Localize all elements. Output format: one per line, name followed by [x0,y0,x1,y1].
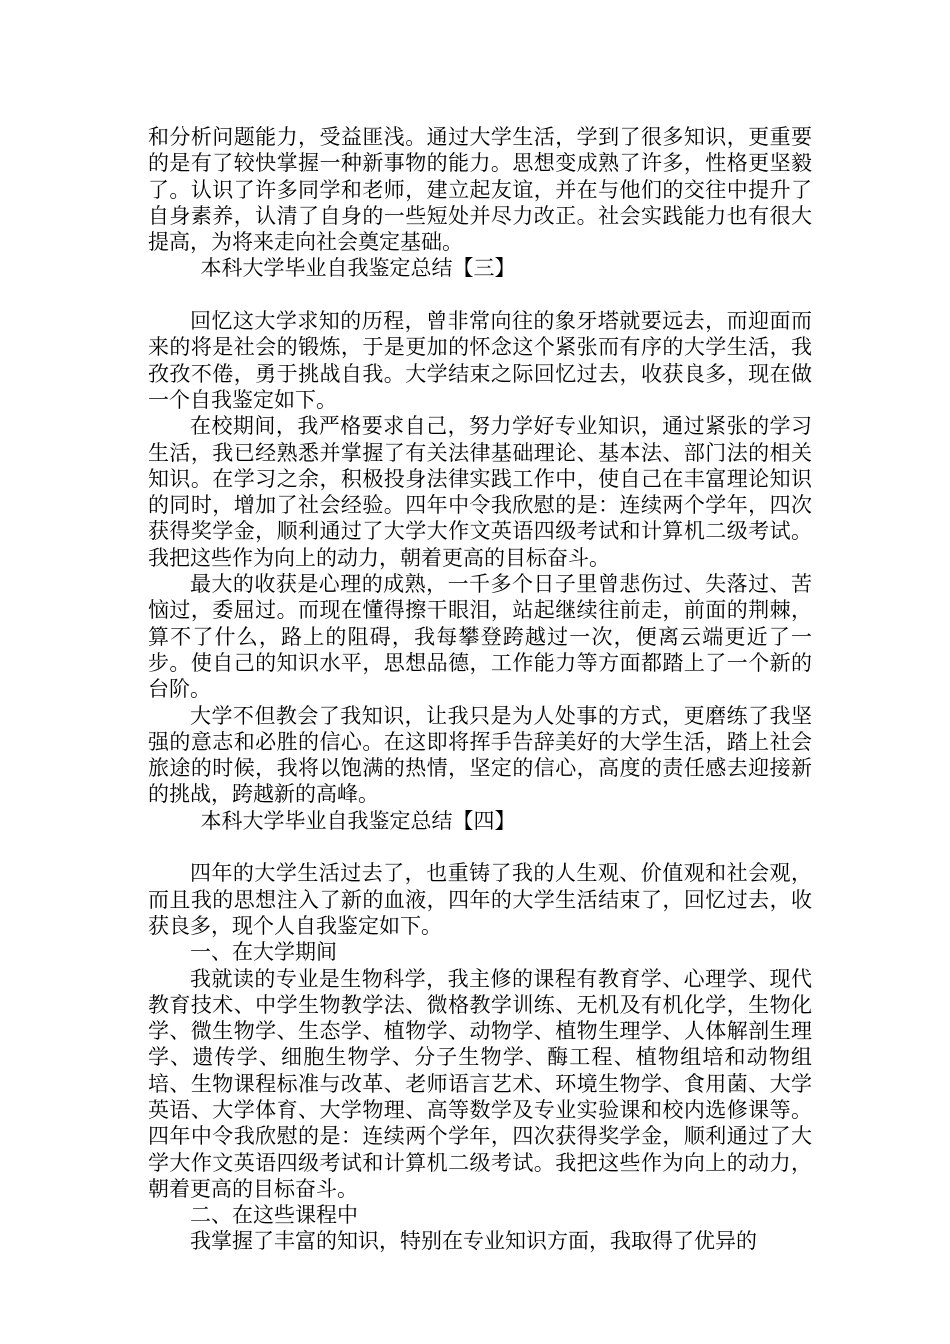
section-3-paragraph-4: 大学不但教会了我知识，让我只是为人处事的方式，更磨练了我坚强的意志和必胜的信心。在这即将挥手告辞美好的大学生活，踏上社会旅途的时候，我将以饱满的热情，坚定的信心，高度的责任感去迎接新的挑战，跨越新的高峰。 [148,703,812,807]
subsection-1-title: 一、在大学期间 [190,940,337,965]
section-4-heading: 本科大学毕业自我鉴定总结【四】 [200,808,516,833]
section-3-paragraph-2: 在校期间，我严格要求自己，努力学好专业知识，通过紧张的学习生活，我已经熟悉并掌握了有关法律基础理论、基本法、部门法的相关知识。在学习之余，积极投身法律实践工作中，使自己在丰富理论知识的同时，增加了社会经验。四年中令我欣慰的是：连续两个学年，四次获得奖学金，顺利通过了大学大作文英语四级考试和计算机二级考试。我把这些作为向上的动力，朝着更高的目标奋斗。 [148,414,812,570]
subsection-1-paragraph: 我就读的专业是生物科学，我主修的课程有教育学、心理学、现代教育技术、中学生物教学法、微格教学训练、无机及有机化学，生物化学、微生物学、生态学、植物学、动物学、植物生理学、人体解剖生理学、遗传学、细胞生物学、分子生物学、酶工程、植物组培和动物组培、生物课程标准与改革、老师语言艺术、环境生物学、食用菌、大学英语、大学体育、大学物理、高等数学及专业实验课和校内选修课等。四年中令我欣慰的是：连续两个学年，四次获得奖学金，顺利通过了大学大作文英语四级考试和计算机二级考试。我把这些作为向上的动力，朝着更高的目标奋斗。 [148,966,812,1201]
section-3-paragraph-1: 回忆这大学求知的历程，曾非常向往的象牙塔就要远去，而迎面而来的将是社会的锻炼，于是更加的怀念这个紧张而有序的大学生活，我孜孜不倦，勇于挑战自我。大学结束之际回忆过去，收获良多，现在做一个自我鉴定如下。 [148,309,812,412]
document-body [148,124,812,1255]
intro-paragraph: 和分析问题能力，受益匪浅。通过大学生活，学到了很多知识，更重要的是有了较快掌握一种新事物的能力。思想变成熟了许多，性格更坚毅了。认识了许多同学和老师，建立起友谊，并在与他们的交往中提升了自身素养，认清了自身的一些短处并尽力改正。社会实践能力也有很大提高，为将来走向社会奠定基础。 [148,125,812,255]
section-4-intro: 四年的大学生活过去了，也重铸了我的人生观、价值观和社会观，而且我的思想注入了新的血液，四年的大学生活结束了，回忆过去，收获良多，现个人自我鉴定如下。 [148,861,812,938]
blank-line [148,834,812,860]
subsection-2-title: 二、在这些课程中 [190,1203,358,1228]
section-3-paragraph-3: 最大的收获是心理的成熟，一千多个日子里曾悲伤过、失落过、苦恼过，委屈过。而现在懂得擦干眼泪，站起继续往前走，前面的荆棘，算不了什么，路上的阻碍，我每攀登跨越过一次，便离云端更近了一步。使自己的知识水平，思想品德，工作能力等方面都踏上了一个新的台阶。 [148,572,812,702]
subsection-2-paragraph: 我掌握了丰富的知识，特别在专业知识方面，我取得了优异的 [190,1229,757,1254]
blank-line [148,282,812,308]
section-3-heading: 本科大学毕业自我鉴定总结【三】 [200,256,516,281]
